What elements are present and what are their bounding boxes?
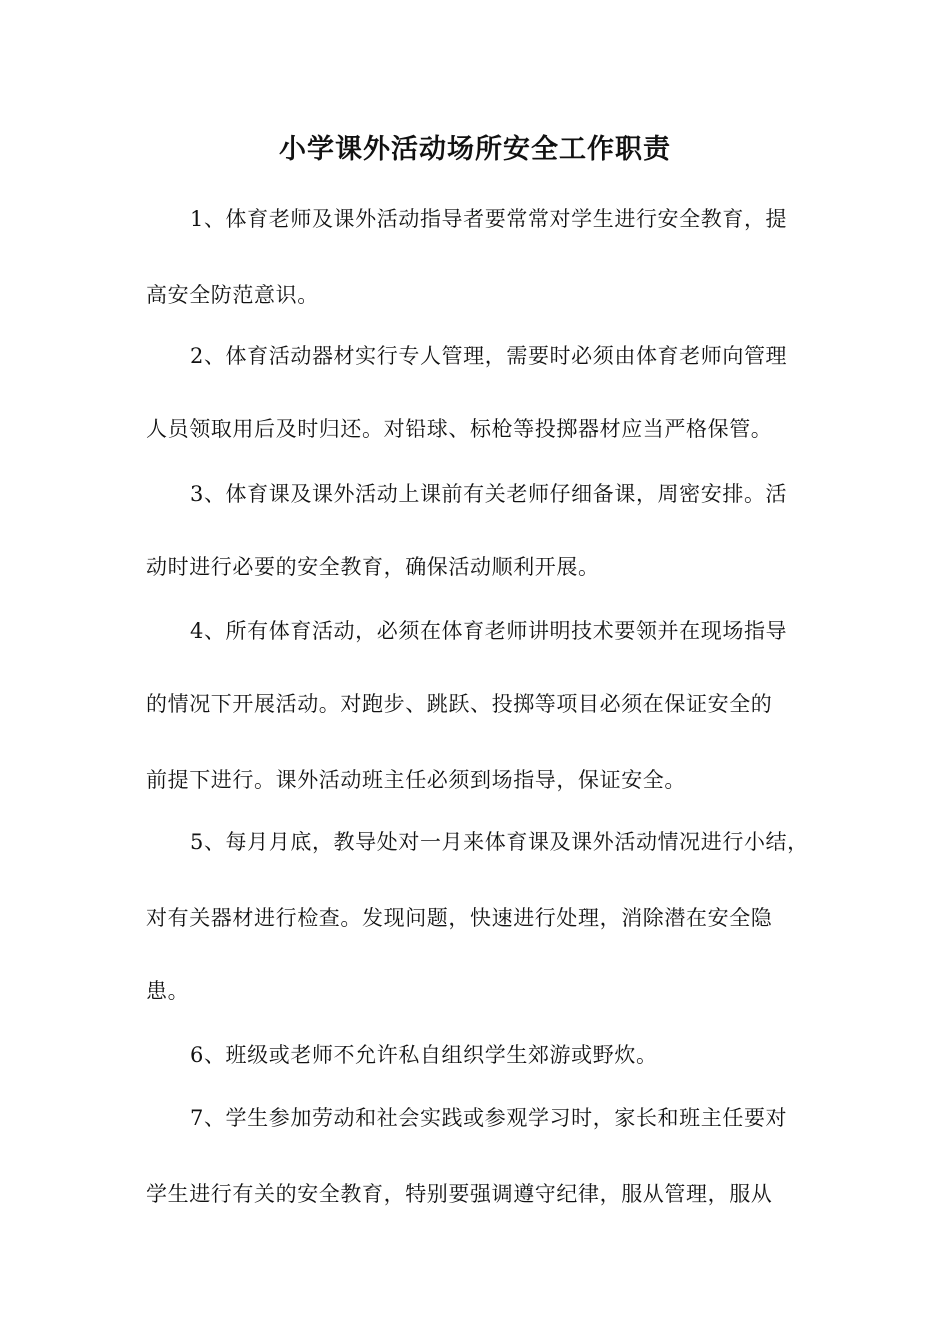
paragraph-5-line-3: 患。 — [146, 979, 190, 1003]
paragraph-1-line-1: 1、体育老师及课外活动指导者要常常对学生进行安全教育，提 — [190, 207, 788, 231]
paragraph-7-line-2: 学生进行有关的安全教育，特别要强调遵守纪律，服从管理，服从 — [146, 1182, 773, 1206]
paragraph-5-line-2: 对有关器材进行检查。发现问题，快速进行处理，消除潜在安全隐 — [146, 906, 773, 930]
paragraph-4-line-2: 的情况下开展活动。对跑步、跳跃、投掷等项目必须在保证安全的 — [146, 692, 773, 716]
paragraph-3-line-1: 3、体育课及课外活动上课前有关老师仔细备课，周密安排。活 — [190, 482, 788, 506]
paragraph-6-line-1: 6、班级或老师不允许私自组织学生郊游或野炊。 — [190, 1043, 658, 1067]
paragraph-3-line-2: 动时进行必要的安全教育，确保活动顺利开展。 — [146, 555, 600, 579]
paragraph-1-line-2: 高安全防范意识。 — [146, 283, 319, 307]
paragraph-4-line-3: 前提下进行。课外活动班主任必须到场指导，保证安全。 — [146, 768, 686, 792]
paragraph-5-line-1: 5、每月月底，教导处对一月来体育课及课外活动情况进行小结， — [190, 830, 809, 854]
paragraph-4-line-1: 4、所有体育活动，必须在体育老师讲明技术要领并在现场指导 — [190, 619, 788, 643]
document-title: 小学课外活动场所安全工作职责 — [279, 134, 671, 165]
paragraph-7-line-1: 7、学生参加劳动和社会实践或参观学习时，家长和班主任要对 — [190, 1106, 788, 1130]
paragraph-2-line-1: 2、体育活动器材实行专人管理，需要时必须由体育老师向管理 — [190, 344, 788, 368]
paragraph-2-line-2: 人员领取用后及时归还。对铅球、标枪等投掷器材应当严格保管。 — [146, 417, 773, 441]
